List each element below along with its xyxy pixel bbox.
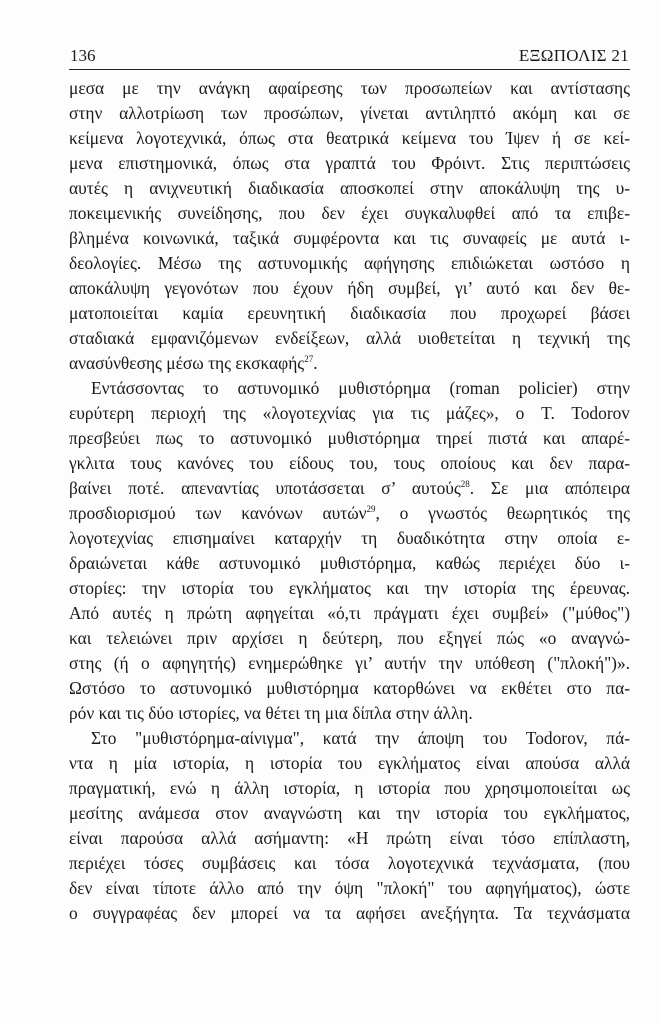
text-segment: βλημένα κοινωνικά, ταξικά συμφέροντα και τις συναφείς με αυτά ι-	[69, 228, 630, 248]
text-segment: μενα επιστημονικά, όπως στα γραπτά του Φρόιντ. Στις περιπτώσεις	[69, 153, 630, 173]
text-line	[69, 151, 630, 176]
text-line	[69, 376, 630, 401]
text-line	[69, 901, 630, 926]
text-segment: γκλιτα τους κανόνες του είδους του, τους οποίους και δεν παρα-	[69, 453, 630, 473]
text-line	[69, 351, 630, 376]
text-line	[69, 426, 630, 451]
text-segment: μεσίτης ανάμεσα στον αναγνώστη και την ιστορία του εγκλήματος,	[69, 803, 630, 823]
text-segment: είναι παρούσα αλλά ασήμαντη: «Η πρώτη είναι τόσο επίπλαστη,	[69, 828, 630, 848]
text-line	[69, 326, 630, 351]
text-segment: .	[313, 353, 318, 373]
text-line	[69, 851, 630, 876]
text-line	[69, 101, 630, 126]
text-line	[69, 76, 630, 101]
text-segment: λογοτεχνίας επισημαίνει καταρχήν τη δυαδικότητα στην οποία ε-	[69, 528, 630, 548]
text-line	[69, 501, 630, 526]
text-segment: ποκειμενικής συνείδησης, που δεν έχει συγκαλυφθεί από τα επιβε-	[69, 203, 630, 223]
text-segment: ανασύνθεσης μέσω της εκσκαφής	[69, 353, 305, 373]
text-line	[69, 726, 630, 751]
text-segment: , ο γνωστός θεωρητικός της	[375, 503, 630, 523]
text-line	[69, 876, 630, 901]
text-line	[69, 776, 630, 801]
text-line	[69, 176, 630, 201]
text-line	[69, 301, 630, 326]
running-title: ΕΞΩΠΟΛΙΣ 21	[518, 46, 629, 65]
text-segment: ευρύτερη περιοχή της «λογοτεχνίας για τις μάζες», ο T. Todorov	[69, 403, 630, 423]
text-line	[69, 801, 630, 826]
text-line	[69, 676, 630, 701]
text-segment: ρόν και τις δύο ιστορίες, να θέτει τη μια δίπλα στην άλλη.	[69, 703, 473, 723]
text-segment: σταδιακά εμφανιζόμενων ενδείξεων, αλλά υιοθετείται η τεχνική της	[69, 328, 630, 348]
text-line	[69, 126, 630, 151]
text-line	[69, 526, 630, 551]
text-segment: στορίες: την ιστορία του εγκλήματος και την ιστορία της έρευνας.	[69, 578, 630, 598]
text-line	[69, 476, 630, 501]
text-line	[69, 251, 630, 276]
text-segment: πρεσβεύει πως το αστυνομικό μυθιστόρημα τηρεί πιστά και απαρέ-	[69, 428, 630, 448]
text-segment: ματοποιείται καμία ερευνητική διαδικασία που προχωρεί βάσει	[69, 303, 630, 323]
text-segment: Ωστόσο το αστυνομικό μυθιστόρημα κατορθώνει να εκθέτει στο πα-	[69, 678, 630, 698]
text-line	[69, 276, 630, 301]
text-segment: ο συγγραφέας δεν μπορεί να τα αφήσει ανεξήγητα. Τα τεχνάσματα	[69, 903, 630, 923]
text-segment: περιέχει τόσες συμβάσεις και τόσα λογοτεχνικά τεχνάσματα, (που	[69, 853, 630, 873]
text-line	[69, 751, 630, 776]
text-segment: Στο "μυθιστόρημα-αίνιγμα", κατά την άποψη του Todorov, πά-	[91, 728, 630, 748]
text-line	[69, 701, 630, 726]
text-line	[69, 826, 630, 851]
footnote-ref[interactable]: 28	[460, 479, 470, 489]
text-line	[69, 226, 630, 251]
text-segment: στην αλλοτρίωση των προσώπων, γίνεται αντιληπτό ακόμη και σε	[69, 103, 630, 123]
page-header	[69, 44, 630, 70]
text-line	[69, 576, 630, 601]
footnote-ref[interactable]: 29	[366, 504, 376, 514]
text-segment: Εντάσσοντας το αστυνομικό μυθιστόρημα (roman policier) στην	[91, 378, 630, 398]
page-number: 136	[70, 46, 96, 65]
text-line	[69, 401, 630, 426]
text-segment: . Σε μια απόπειρα	[469, 478, 630, 498]
text-segment: στης (ή ο αφηγητής) ενημερώθηκε γι’ αυτήν την υπόθεση ("πλοκή")».	[69, 653, 630, 673]
text-segment: προσδιορισμού των κανόνων αυτών	[69, 503, 367, 523]
text-line	[69, 651, 630, 676]
text-line	[69, 601, 630, 626]
book-page	[69, 44, 630, 926]
text-segment: μεσα με την ανάγκη αφαίρεσης των προσωπείων και αντίστασης	[69, 78, 630, 98]
text-segment: και τελειώνει πριν αρχίσει η δεύτερη, που εξηγεί πώς «ο αναγνώ-	[69, 628, 630, 648]
text-segment: Από αυτές η πρώτη αφηγείται «ό,τι πράγματι έχει συμβεί» ("μύθος")	[69, 603, 630, 623]
text-line	[69, 451, 630, 476]
text-segment: δεν είναι τίποτε άλλο από την όψη "πλοκή" του αφηγήματος), ώστε	[69, 878, 630, 898]
text-line	[69, 626, 630, 651]
text-line	[69, 201, 630, 226]
text-segment: αυτές η ανιχνευτική διαδικασία αποσκοπεί στην αποκάλυψη της υ-	[69, 178, 630, 198]
text-segment: δραιώνεται κάθε αστυνομικό μυθιστόρημα, καθώς περιέχει δύο ι-	[69, 553, 630, 573]
text-segment: αποκάλυψη γεγονότων που έχουν ήδη συμβεί, γι’ αυτό και δεν θε-	[69, 278, 630, 298]
body-text	[69, 76, 630, 926]
text-segment: βαίνει ποτέ. απεναντίας υποτάσσεται σ’ αυτούς	[69, 478, 461, 498]
text-segment: ντα η μία ιστορία, η ιστορία του εγκλήματος είναι απούσα αλλά	[69, 753, 630, 773]
footnote-ref[interactable]: 27	[304, 354, 314, 364]
text-segment: πραγματική, ενώ η άλλη ιστορία, η ιστορία που χρησιμοποιείται ως	[69, 778, 630, 798]
text-segment: δεολογίες. Μέσω της αστυνομικής αφήγησης επιδιώκεται ωστόσο η	[69, 253, 630, 273]
text-segment: κείμενα λογοτεχνικά, όπως στα θεατρικά κείμενα του Ίψεν ή σε κεί-	[69, 128, 630, 148]
text-line	[69, 551, 630, 576]
